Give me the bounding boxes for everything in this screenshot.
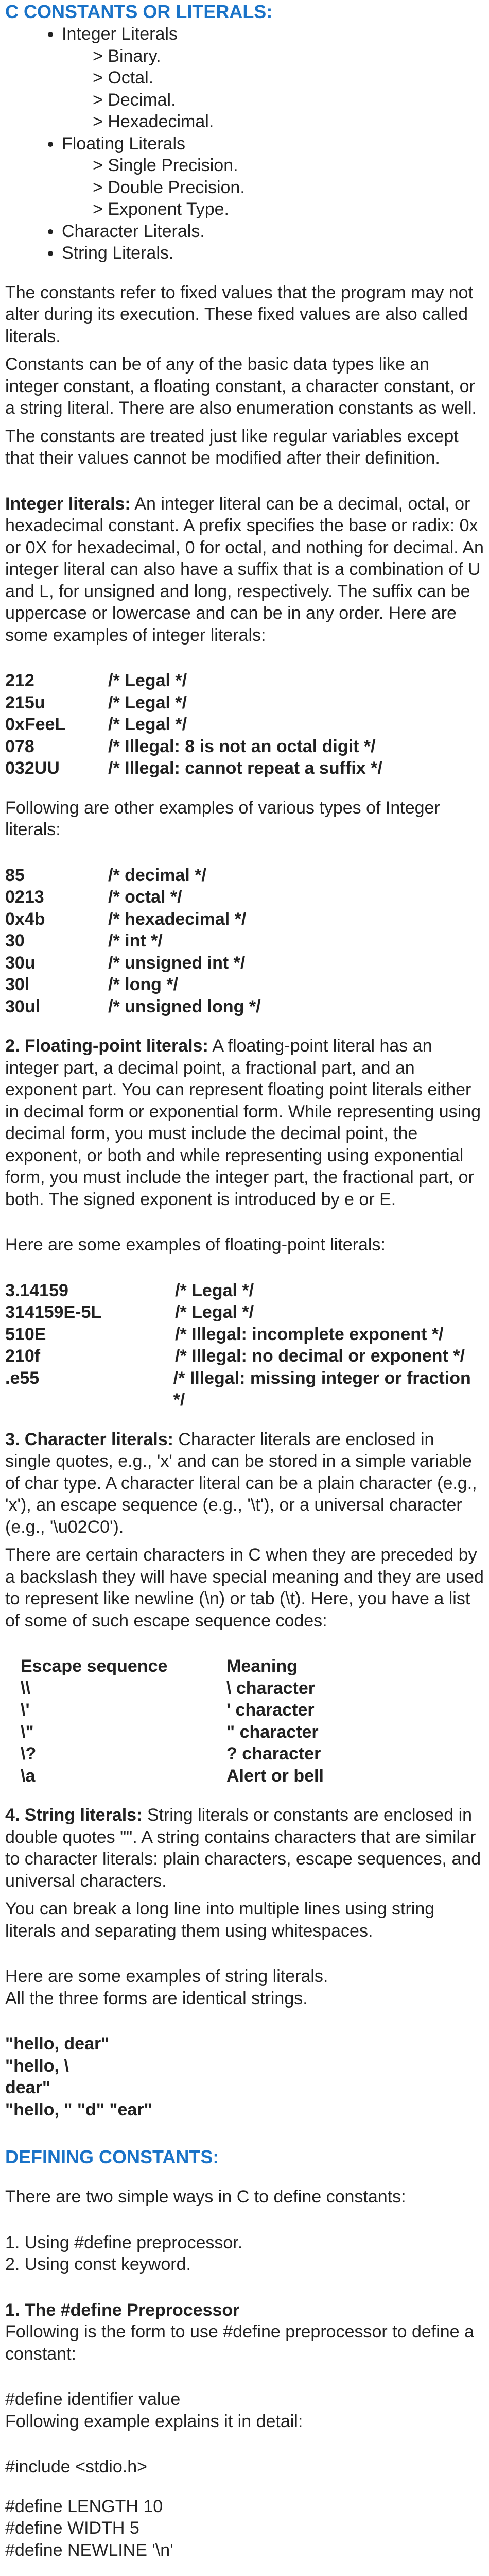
- example-row: 0x4b /* hexadecimal */: [5, 909, 247, 929]
- list-subitem: > Single Precision.: [93, 155, 484, 177]
- list-subitem: > Hexadecimal.: [93, 111, 484, 133]
- defining-intro: There are two simple ways in C to define constants:: [5, 2187, 406, 2207]
- list-subitem: > Double Precision.: [93, 177, 484, 199]
- string-examples-intro-2: All the three forms are identical strings.: [5, 1988, 308, 2008]
- example-row: 30ul /* unsigned long */: [5, 996, 261, 1016]
- example-row: dear": [5, 2078, 50, 2097]
- example-row: 510E /* Illegal: incomplete exponent */: [5, 1324, 444, 1344]
- example-row: 0213 /* octal */: [5, 887, 182, 907]
- example-row: "hello, \: [5, 2056, 69, 2076]
- list-subitem: > Octal.: [93, 67, 484, 89]
- integer-other-intro: Following are other examples of various types of Integer literals:: [5, 798, 440, 839]
- list-item: • Floating Literals > Single Precision. > Double Precision. > Exponent Type.: [62, 133, 484, 221]
- define-text: Following is the form to use #define preprocessor to define a constant:: [5, 2322, 474, 2364]
- intro-paragraph: Constants can be of any of the basic data types like an integer constant, a floating constant, a character constant, or a string literal. There are also enumeration constants as well.: [5, 354, 477, 418]
- list-subitem: > Exponent Type.: [93, 198, 484, 221]
- example-row: 30 /* int */: [5, 931, 163, 951]
- example-row: .e55 /* Illegal: missing integer or fraction */: [5, 1368, 471, 1410]
- float-literals-paragraph: 2. Floating-point literals: A floating-point literal has an integer part, a decimal point, a fractional part, and an exponent part. You can represent floating point literals either in decimal form or exponential form. While representing using decimal form, you must include the decimal point, the exponent, or both and while representing using exponential form, you must include the integer part, the fractional part, or both. The signed exponent is introduced by e or E.: [5, 1036, 481, 1209]
- example-row: 30l /* long */: [5, 975, 178, 994]
- define-title: 1. The #define Preprocessor: [5, 2300, 240, 2320]
- example-row: 85 /* decimal */: [5, 865, 206, 885]
- list-item: • Integer Literals > Binary. > Octal. > Decimal. > Hexadecimal.: [62, 23, 484, 133]
- example-row: 078 /* Illegal: 8 is not an octal digit */: [5, 736, 376, 756]
- escape-row: \" " character: [21, 1722, 319, 1742]
- integer-other-examples: [5, 865, 484, 1018]
- integer-examples: [5, 670, 484, 779]
- define-form: #define identifier value: [5, 2389, 181, 2409]
- example-row: 30u /* unsigned int */: [5, 953, 246, 973]
- define-example: Following example explains it in detail:: [5, 2411, 303, 2431]
- float-examples: [5, 1280, 484, 1411]
- list-item: • String Literals.: [62, 242, 484, 264]
- escape-row: \? ? character: [21, 1744, 321, 1764]
- list-item: • Character Literals.: [62, 221, 484, 243]
- define-code: #include <stdio.h> #define LENGTH 10 #define WIDTH 5 #define NEWLINE '\n': [5, 2457, 173, 2560]
- example-row: 215u /* Legal */: [5, 692, 187, 713]
- escape-row: \a Alert or bell: [21, 1766, 324, 1786]
- string-literals-paragraph: 4. String literals: String literals or constants are enclosed in double quotes "". A string contains characters that are similar to character literals: plain characters, escape sequences, and universal characters.: [5, 1805, 481, 1891]
- list-subitem: > Decimal.: [93, 89, 484, 111]
- list-subitem: > Binary.: [93, 45, 484, 67]
- float-examples-intro: Here are some examples of floating-point literals:: [5, 1235, 386, 1255]
- char-literals-paragraph-2: There are certain characters in C when they are preceded by a backslash they will have special meaning and they are used to represent like newline (\n) or tab (\t). Here, you have a list of some of such escape sequence codes:: [5, 1545, 484, 1631]
- page-title: C CONSTANTS OR LITERALS:: [5, 1, 273, 22]
- defining-way: 2. Using const keyword.: [5, 2255, 191, 2274]
- escape-table-header: Escape sequence Meaning: [21, 1656, 298, 1676]
- defining-title: DEFINING CONSTANTS:: [5, 2146, 219, 2167]
- example-row: 210f /* Illegal: no decimal or exponent */: [5, 1346, 465, 1366]
- escape-row: \' ' character: [21, 1700, 315, 1720]
- example-row: 314159E-5L /* Legal */: [5, 1302, 254, 1322]
- string-examples: [5, 2033, 484, 2121]
- example-row: 3.14159 /* Legal */: [5, 1280, 254, 1300]
- literal-types-list: [5, 23, 484, 264]
- intro-paragraph: The constants are treated just like regular variables except that their values cannot be modified after their definition.: [5, 426, 459, 468]
- example-row: 212 /* Legal */: [5, 671, 187, 690]
- integer-literals-paragraph: Integer literals: An integer literal can be a decimal, octal, or hexadecimal constant. A prefix specifies the base or radix: 0x or 0X for hexadecimal, 0 for octal, and nothing for decimal. An integer literal can also have a suffix that is a combination of U and L, for unsigned and long, respectively. The suffix can be uppercase or lowercase and can be in any order. Here are some examples of integer literals:: [5, 494, 484, 645]
- defining-way: 1. Using #define preprocessor.: [5, 2232, 243, 2252]
- escape-table: [5, 1655, 484, 1787]
- example-row: "hello, " "d" "ear": [5, 2099, 152, 2120]
- example-row: 032UU /* Illegal: cannot repeat a suffix */: [5, 758, 382, 778]
- intro-paragraph: The constants refer to fixed values that the program may not alter during its execution. These fixed values are also called literals.: [5, 282, 474, 346]
- char-literals-paragraph: 3. Character literals: Character literals are enclosed in single quotes, e.g., 'x' and can be stored in a simple variable of char type. A character literal can be a plain character (e.g., 'x'), an escape sequence (e.g., '\t'), or a universal character (e.g., '\u02C0').: [5, 1429, 477, 1537]
- escape-row: \\ \ character: [21, 1678, 315, 1698]
- example-row: "hello, dear": [5, 2034, 110, 2054]
- example-row: 0xFeeL /* Legal */: [5, 715, 187, 734]
- string-literals-paragraph-2: You can break a long line into multiple lines using string literals and separating them using whitespaces.: [5, 1899, 435, 1941]
- string-examples-intro: Here are some examples of string literals.: [5, 1967, 328, 1986]
- document-content: [5, 0, 484, 2576]
